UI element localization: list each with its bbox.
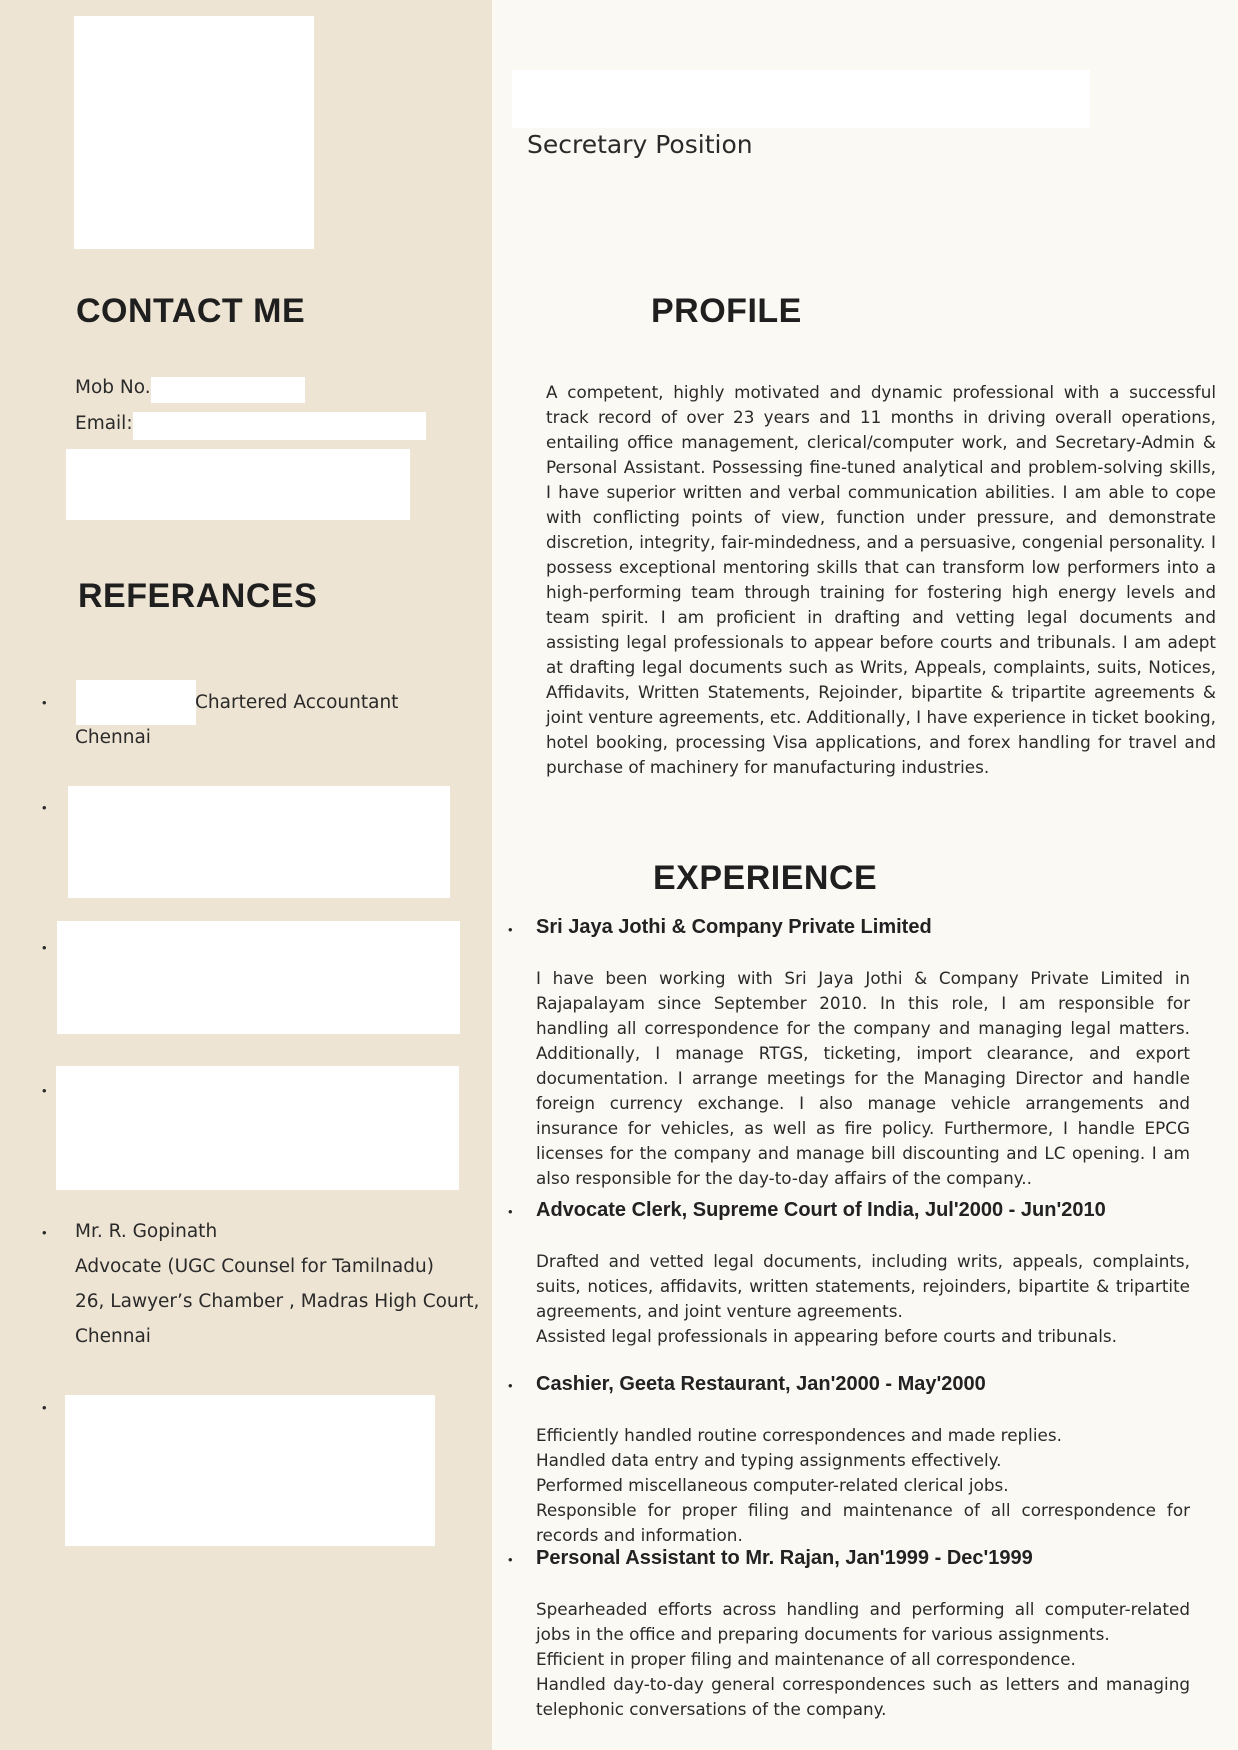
contact-heading: CONTACT ME (76, 292, 306, 330)
bullet: • (508, 1204, 513, 1219)
bullet: • (42, 800, 47, 815)
contact-extra-redacted (66, 449, 410, 520)
ref6-redacted (65, 1395, 435, 1546)
job-desc: Spearheaded efforts across handling and performing all computer-related jobs in the office and preparing documents for various assignments. (536, 1599, 1190, 1644)
job-desc: Handled day-to-day general correspondences such as letters and managing telephonic conversations of the company. (536, 1674, 1190, 1719)
bullet: • (508, 922, 513, 937)
email-label: Email: (75, 413, 133, 434)
position-title: Secretary Position (527, 130, 753, 159)
bullet: • (42, 1225, 47, 1240)
ref1-city: Chennai (75, 727, 151, 748)
ref4-redacted (56, 1066, 459, 1190)
job-desc: Drafted and vetted legal documents, including writs, appeals, complaints, suits, notices, affidavits, written statements, rejoinders, bipartite & tripartite agreements, and joint venture agreements. (536, 1251, 1190, 1321)
bullet: • (508, 1378, 513, 1393)
job-title: Personal Assistant to Mr. Rajan, Jan'1999 - Dec'1999 (536, 1547, 1033, 1569)
profile-text: A competent, highly motivated and dynamic professional with a successful track record of over 23 years and 11 months in driving overall operations, entailing office management, clerical/computer work, and Secretary-Admin & Personal Assistant. Possessing fine-tuned analytical and problem-solving skills, I have superior written and verbal communication abilities. I am able to cope with conflicting points of view, function under pressure, and demonstrate discretion, integrity, fair-mindedness, and a persuasive, congenial personality. I possess exceptional mentoring skills that can transform low performers into a high-performing team through training for fostering high energy levels and team spirit. I am proficient in drafting and vetting legal documents and assisting legal professionals to appear before courts and tribunals. I am adept at drafting legal documents such as Writs, Appeals, complaints, suits, Notices, Affidavits, Written Statements, Rejoinder, bipartite & tripartite agreements & joint venture agreements, etc. Additionally, I have experience in ticket booking, hotel booking, processing Visa applications, and forex handling for travel and purchase of machinery for manufacturing industries. (546, 382, 1216, 777)
job-title: Cashier, Geeta Restaurant, Jan'2000 - May'2000 (536, 1373, 986, 1395)
bullet: • (42, 940, 47, 955)
ref1-role: Chartered Accountant (195, 692, 399, 713)
job-desc: Responsible for proper filing and maintenance of all correspondence for records and information. (536, 1500, 1190, 1545)
bullet: • (42, 1083, 47, 1098)
bullet: • (42, 695, 47, 710)
ref1-name-redacted (76, 680, 196, 725)
job-desc-lines: Efficiently handled routine correspondences and made replies. Handled data entry and typing assignments effectively. Performed miscellaneous computer-related clerical jobs. (536, 1425, 1062, 1495)
job-desc-lines: Efficient in proper filing and maintenance of all correspondence. (536, 1649, 1076, 1669)
experience-heading: EXPERIENCE (653, 859, 878, 897)
references-heading: REFERANCES (78, 577, 318, 615)
mobile-label: Mob No. (75, 377, 151, 398)
ref2-address: 26, Lawyer’s Chamber , Madras High Court, (75, 1291, 480, 1312)
job-title: Sri Jaya Jothi & Company Private Limited (536, 916, 932, 938)
ref2-title: Advocate (UGC Counsel for Tamilnadu) (75, 1256, 434, 1277)
ref2-name: Mr. R. Gopinath (75, 1221, 218, 1242)
bullet: • (42, 1400, 47, 1415)
job-desc-line: Assisted legal professionals in appearing before courts and tribunals. (536, 1326, 1117, 1346)
bullet: • (508, 1552, 513, 1567)
ref2-redacted (68, 786, 450, 898)
job-desc: I have been working with Sri Jaya Jothi & Company Private Limited in Rajapalayam since September 2010. In this role, I am responsible for handling all correspondence for the company and managing legal matters. Additionally, I manage RTGS, ticketing, import clearance, and export documentation. I arrange meetings for the Managing Director and handle foreign currency exchange. I also manage vehicle arrangements and insurance for vehicles, as well as fire policy. Furthermore, I handle EPCG licenses for the company and manage bill discounting and LC opening. I am also responsible for the day-to-day affairs of the company.. (536, 968, 1190, 1188)
email-value-redacted (133, 412, 426, 440)
sidebar (0, 0, 492, 1750)
name-redacted (512, 70, 1090, 128)
photo-placeholder (74, 16, 314, 249)
job-title: Advocate Clerk, Supreme Court of India, Jul'2000 - Jun'2010 (536, 1199, 1106, 1221)
profile-heading: PROFILE (651, 292, 802, 330)
ref3-redacted (57, 921, 460, 1034)
mobile-value-redacted (151, 377, 305, 403)
ref2-city: Chennai (75, 1326, 151, 1347)
